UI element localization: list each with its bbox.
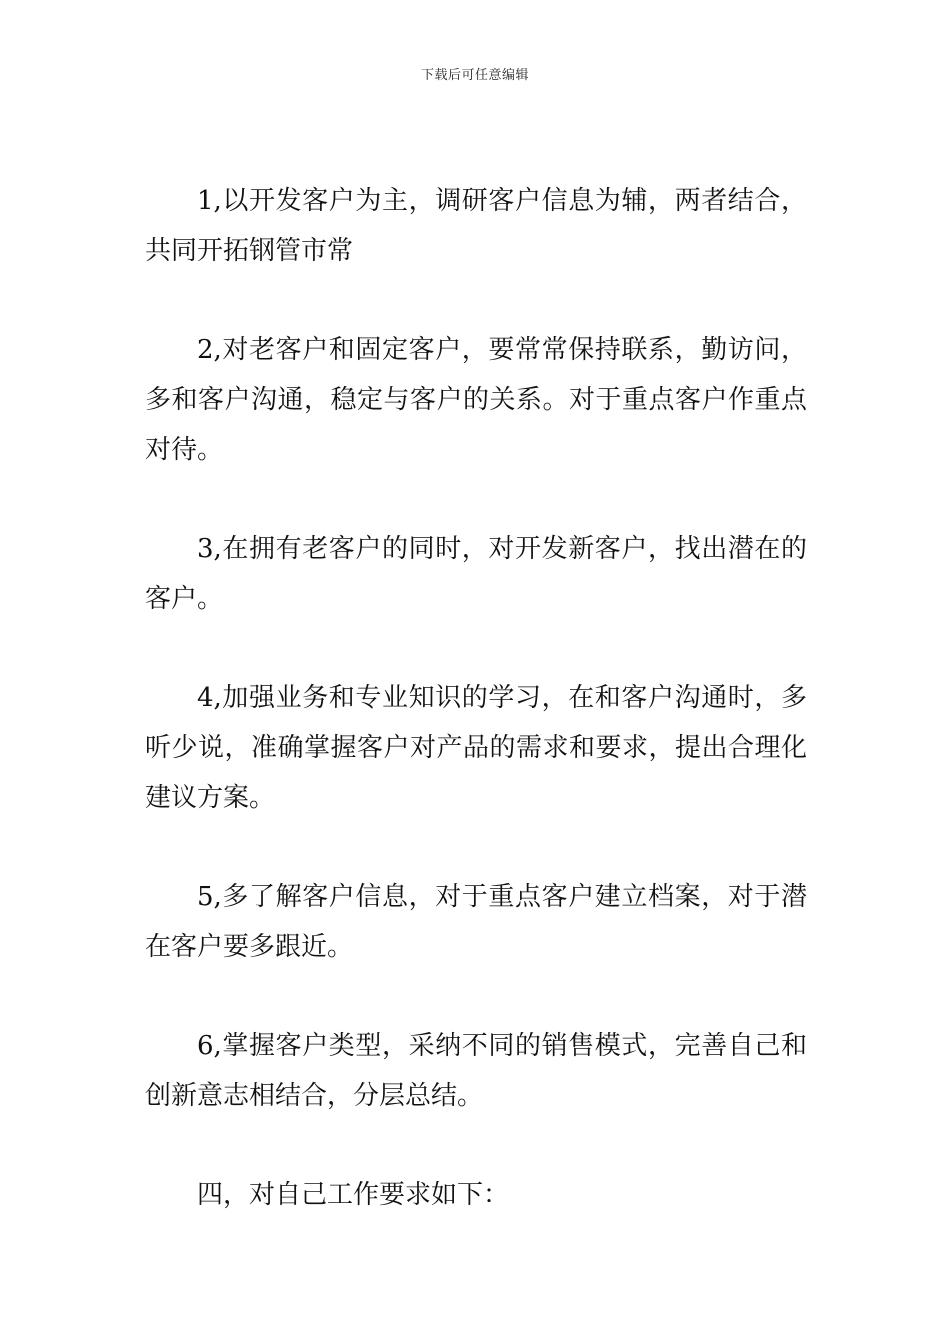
paragraph-4: 4,加强业务和专业知识的学习，在和客户沟通时，多听少说，准确掌握客户对产品的需求和要求，提出合理化建议方案。 xyxy=(145,683,807,813)
paragraph-5: 5,多了解客户信息，对于重点客户建立档案，对于潜在客户要多跟近。 xyxy=(145,882,807,962)
document-body xyxy=(145,176,807,1269)
paragraph-6: 6,掌握客户类型，采纳不同的销售模式，完善自己和创新意志相结合，分层总结。 xyxy=(145,1031,807,1111)
paragraph-1: 1,以开发客户为主，调研客户信息为辅，两者结合，共同开拓钢管市常 xyxy=(145,186,807,266)
section-heading: 四，对自己工作要求如下： xyxy=(197,1180,510,1210)
paragraph-3: 3,在拥有老客户的同时，对开发新客户，找出潜在的客户。 xyxy=(145,534,807,614)
paragraph-2: 2,对老客户和固定客户，要常常保持联系，勤访问，多和客户沟通，稳定与客户的关系。对于重点客户作重点对待。 xyxy=(145,335,807,465)
page-header: 下载后可任意编辑 xyxy=(420,68,529,83)
